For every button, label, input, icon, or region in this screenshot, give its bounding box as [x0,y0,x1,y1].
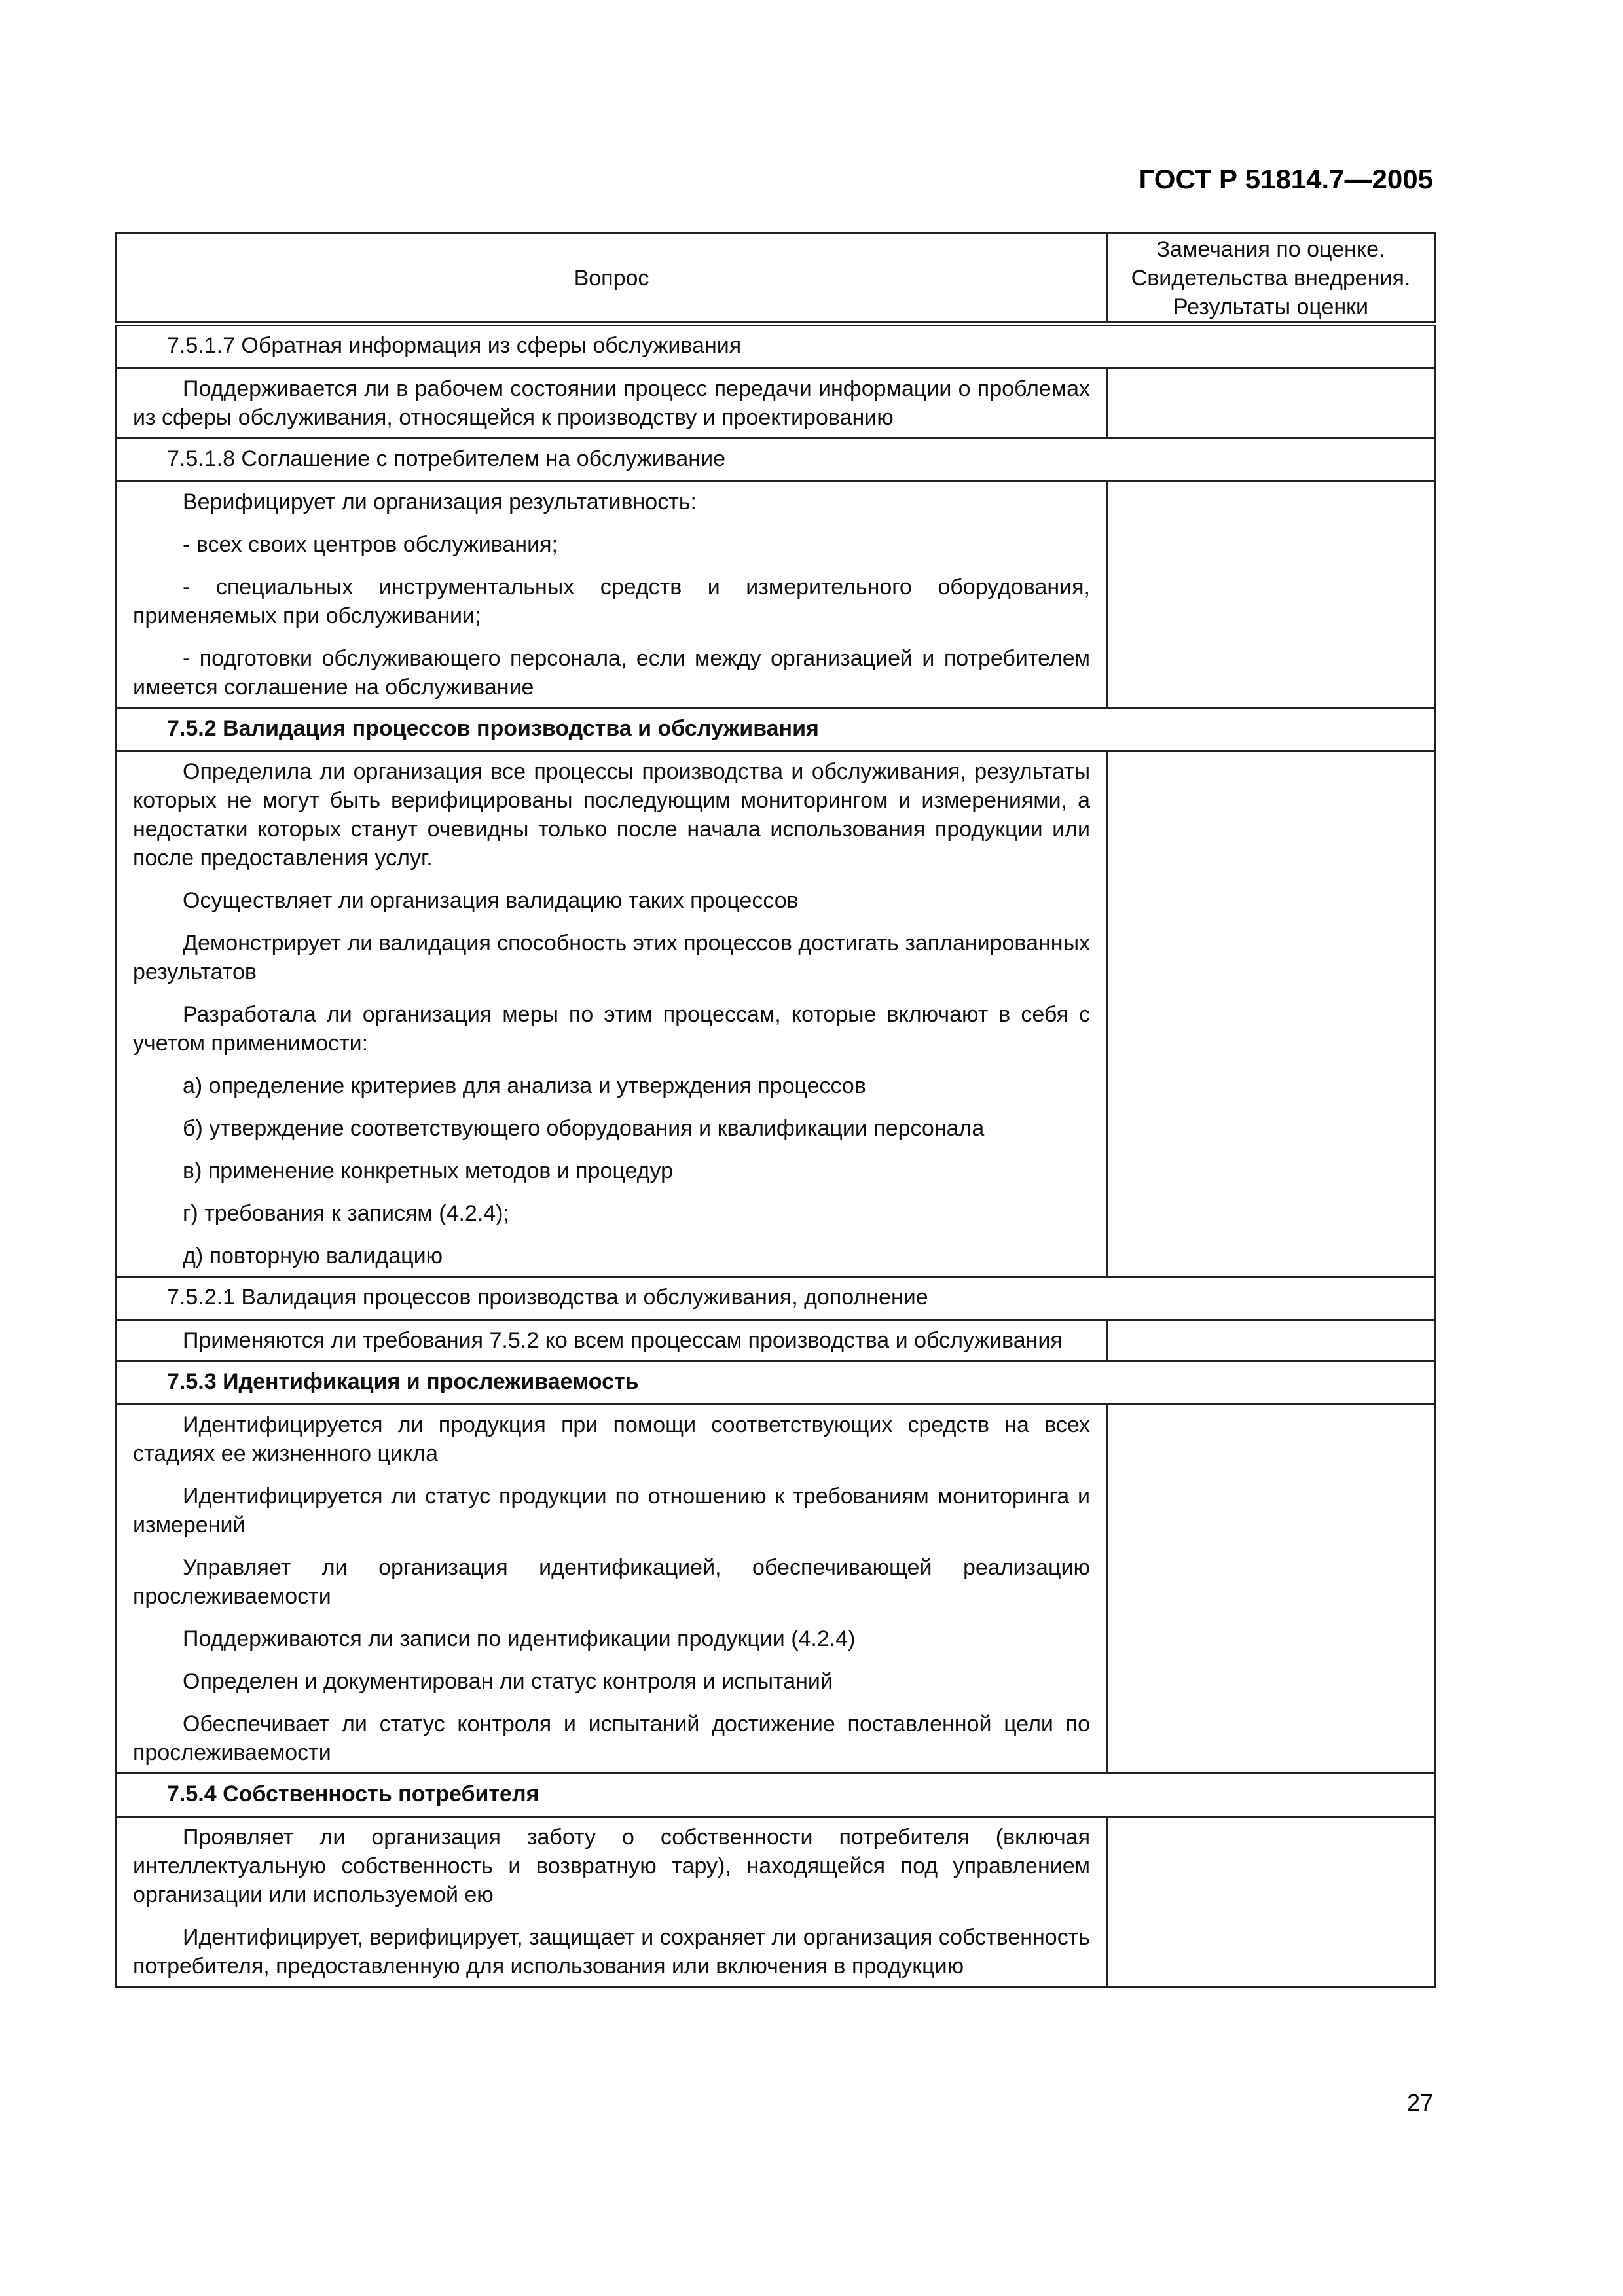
assessment-notes-cell[interactable] [1107,368,1435,439]
assessment-notes-cell[interactable] [1107,1320,1435,1361]
assessment-notes-cell[interactable] [1107,1405,1435,1774]
question-item: - подготовки обслуживающего персонала, если между организацией и потребителем имеется соглашение на обслуживание [133,646,1090,700]
question-cell [117,1405,1107,1774]
section-heading-row [117,708,1435,751]
question-item: Управляет ли организация идентификацией, обеспечивающей реализацию прослеживаемости [133,1555,1090,1609]
comments-header-line: Результаты оценки [1173,294,1369,319]
question-row [117,482,1435,708]
assessment-notes-cell[interactable] [1107,482,1435,708]
comments-column-header [1107,234,1435,324]
question-item: Верифицирует ли организация результативность: [183,490,697,514]
question-cell [117,368,1107,439]
section-heading: 7.5.3 Идентификация и прослеживаемость [117,1361,1435,1405]
question-cell [117,1817,1107,1987]
question-row [117,751,1435,1277]
question-item: Определила ли организация все процессы производства и обслуживания, результаты которых не могут быть верифицированы последующим мониторингом и измерениями, а недостатки которых станут очевидны только после начала использования продукции или после предоставления услуг. [133,759,1090,870]
question-item: Поддерживается ли в рабочем состоянии процесс передачи информации о проблемах из сферы обслуживания, относящейся к производству и проектированию [133,376,1090,430]
table-body [117,324,1435,1987]
section-heading: 7.5.4 Собственность потребителя [117,1774,1435,1817]
section-heading-row [117,324,1435,368]
question-item: Определен и документирован ли статус контроля и испытаний [183,1669,833,1694]
question-item: б) утверждение соответствующего оборудования и квалификации персонала [183,1116,985,1141]
document-code: ГОСТ Р 51814.7—2005 [1139,164,1433,194]
section-heading-row [117,439,1435,482]
question-column-header: Вопрос [117,234,1107,324]
question-row [117,368,1435,439]
question-item: д) повторную валидацию [183,1244,443,1268]
question-row [117,1405,1435,1774]
section-heading: 7.5.1.7 Обратная информация из сферы обслуживания [117,324,1435,368]
question-item: Идентифицируется ли статус продукции по отношению к требованиям мониторинга и измерений [133,1484,1090,1537]
section-heading-row [117,1361,1435,1405]
question-item: Обеспечивает ли статус контроля и испытаний достижение поставленной цели по прослеживаемости [133,1712,1090,1765]
question-cell [117,1320,1107,1361]
table-header-row [117,234,1435,324]
assessment-table [115,232,1436,1988]
question-cell [117,482,1107,708]
section-heading: 7.5.2 Валидация процессов производства и обслуживания [117,708,1435,751]
comments-header-line: Свидетельства внедрения. [1131,265,1411,291]
section-heading: 7.5.1.8 Соглашение с потребителем на обслуживание [117,439,1435,482]
section-heading-row [117,1774,1435,1817]
question-item: Применяются ли требования 7.5.2 ко всем процессам производства и обслуживания [183,1328,1063,1353]
question-row [117,1320,1435,1361]
question-item: Проявляет ли организация заботу о собственности потребителя (включая интеллектуальную собственность и возвратную тару), находящейся под управлением организации или используемой ею [133,1825,1090,1907]
question-item: Осуществляет ли организация валидацию таких процессов [183,888,799,913]
question-item: - специальных инструментальных средств и измерительного оборудования, применяемых при обслуживании; [133,575,1090,628]
assessment-notes-cell[interactable] [1107,1817,1435,1987]
question-item: Демонстрирует ли валидация способность этих процессов достигать запланированных результатов [133,931,1091,984]
page-number: 27 [1406,2089,1433,2116]
question-item: в) применение конкретных методов и процедур [183,1158,674,1183]
question-item: Идентифицирует, верифицирует, защищает и сохраняет ли организация собственность потребителя, предоставленную для использования или включения в продукцию [133,1925,1090,1979]
question-row [117,1817,1435,1987]
question-item: - всех своих центров обслуживания; [183,532,558,557]
question-cell [117,751,1107,1277]
assessment-notes-cell[interactable] [1107,751,1435,1277]
section-heading-row [117,1277,1435,1320]
question-item: Поддерживаются ли записи по идентификации продукции (4.2.4) [183,1626,856,1651]
question-item: а) определение критериев для анализа и утверждения процессов [183,1073,866,1098]
question-item: Разработала ли организация меры по этим процессам, которые включают в себя с учетом применимости: [133,1002,1090,1056]
question-item: Идентифицируется ли продукция при помощи соответствующих средств на всех стадиях ее жизненного цикла [133,1412,1090,1466]
comments-header-line: Замечания по оценке. [1156,236,1385,262]
section-heading: 7.5.2.1 Валидация процессов производства и обслуживания, дополнение [117,1277,1435,1320]
question-item: г) требования к записям (4.2.4); [183,1201,509,1226]
